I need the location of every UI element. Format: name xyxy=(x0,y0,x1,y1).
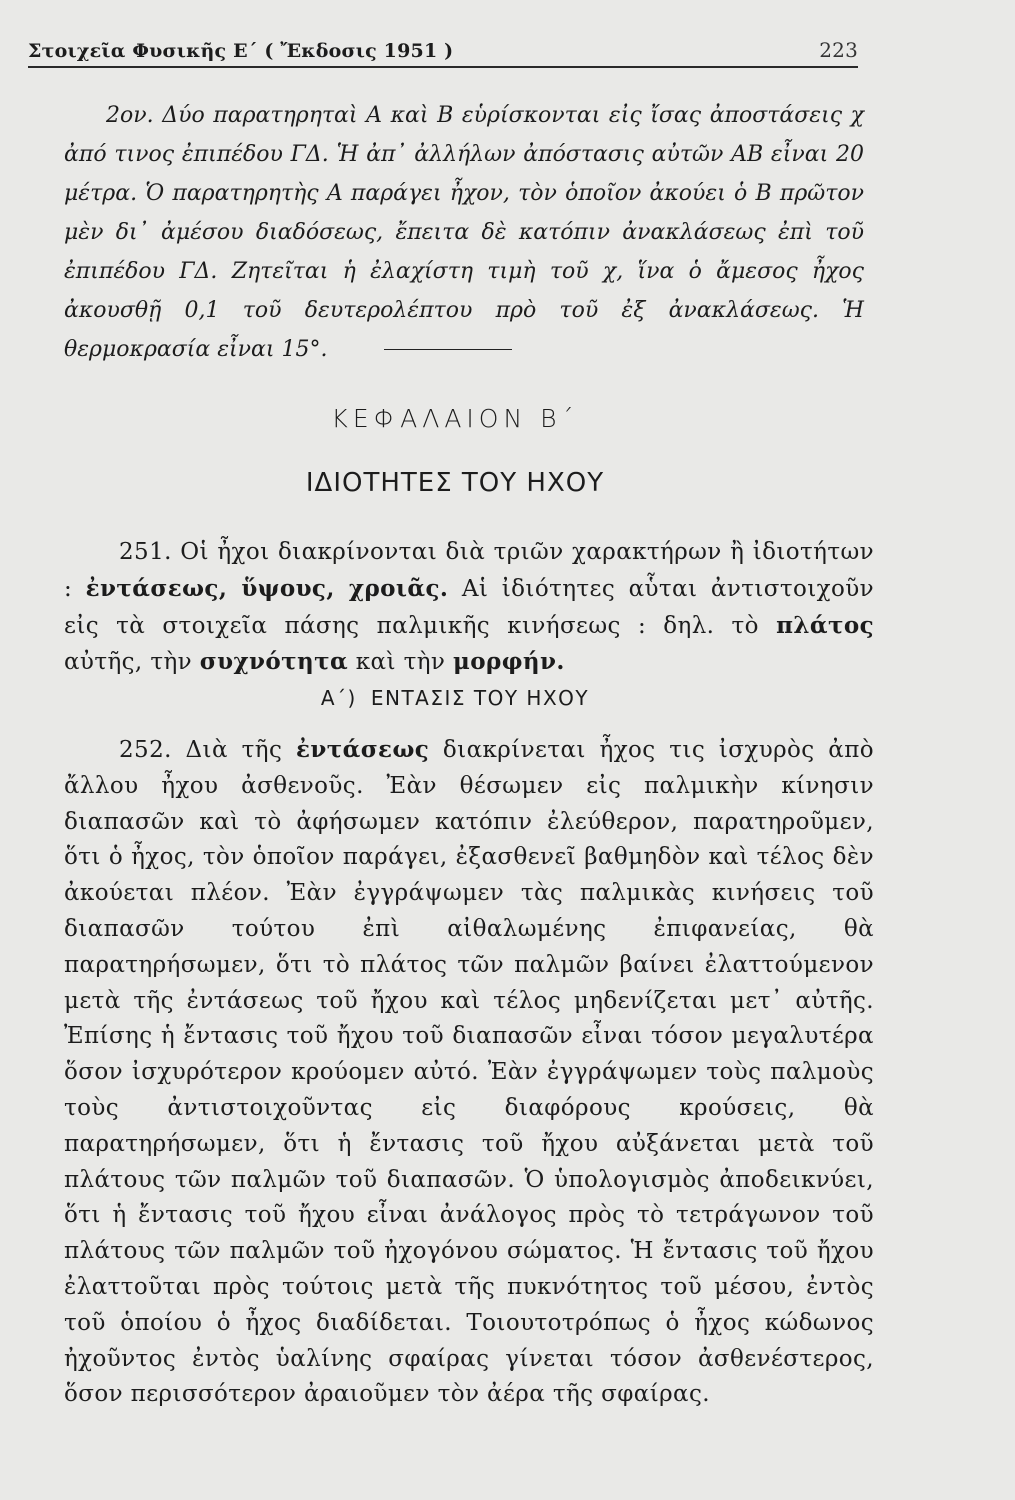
section-heading xyxy=(0,686,910,710)
p251-text-2: Αἱ ἰδιότητες αὗται ἀντιστοιχοῦν εἰς τὰ στοιχεῖα πάσης παλμικῆς κινήσεως : δηλ. τὸ xyxy=(64,575,874,639)
p252-bold-1: ἐντάσεως xyxy=(295,736,430,763)
p252-text-1: 252. Διὰ τῆς xyxy=(119,737,283,763)
paragraph-252 xyxy=(64,732,874,1413)
p251-text-4: καὶ τὴν xyxy=(355,649,446,676)
p251-bold-3: συχνότητα xyxy=(199,648,349,676)
paragraph-251 xyxy=(64,535,874,681)
section-label: Α΄) xyxy=(320,686,357,710)
chapter-title: ΚΕΦΑΛΑΙΟΝ Β΄ xyxy=(331,404,579,433)
running-title: Στοιχεῖα Φυσικῆς Ε΄ ( Ἔκδοσις 1951 ) xyxy=(28,40,454,62)
p252-text-2: διακρίνεται ἦχος τις ἰσχυρὸς ἀπὸ ἄλλου ἦχου ἀσθενοῦς. Ἐὰν θέσωμεν εἰς παλμικὴν κίνησιν διαπασῶν καὶ τὸ ἀφήσωμεν κατόπιν ἐλεύθερον, παρατηροῦμεν, ὅτι ὁ ἦχος, τὸν ὁποῖον παράγει, ἐξασθενεῖ βαθμηδὸν καὶ τέλος δὲν ἀκούεται πλέον. Ἐὰν ἐγγράψωμεν τὰς παλμικὰς κινήσεις τοῦ διαπασῶν τούτου ἐπὶ αἰθαλωμένης ἐπιφανείας, θὰ παρατηρήσωμεν, ὅτι τὸ πλάτος τῶν παλμῶν βαίνει ἐλαττούμενον μετὰ τῆς ἐντάσεως τοῦ ἤχου καὶ τέλος μηδενίζεται μετ᾽ αὐτῆς. Ἐπίσης ἡ ἔντασις τοῦ ἤχου τοῦ διαπασῶν εἶναι τόσον μεγαλυτέρα ὅσον ἰσχυρότερον κρούομεν αὐτό. Ἐὰν ἐγγράψωμεν τοὺς παλμοὺς τοὺς ἀντιστοιχοῦντας εἰς διαφόρους κρούσεις, θὰ παρατηρήσωμεν, ὅτι ἡ ἔντασις τοῦ ἤχου αὐξάνεται μετὰ τοῦ πλάτους τῶν παλμῶν τοῦ διαπασῶν. Ὁ ὑπολογισμὸς ἀποδεικνύει, ὅτι ἡ ἔντασις τοῦ ἤχου εἶναι ἀνάλογος πρὸς τὸ τετράγωνον τοῦ πλάτους τῶν παλμῶν τοῦ ἠχογόνου σώματος. Ἡ ἔντασις τοῦ ἤχου ἐλαττοῦται πρὸς τούτοις μετὰ τῆς πυκνότητος τοῦ μέσου, ἐντὸς τοῦ ὁποίου ὁ ἦχος διαδίδεται. Τοιουτοτρόπως ὁ ἦχος κώδωνος ἠχοῦντος ἐντὸς ὑαλίνης σφαίρας γίνεται τόσον ἀσθενέστερος, ὅσον περισσότερον ἀραιοῦμεν τὸν ἀέρα τῆς σφαίρας. xyxy=(64,737,874,1408)
p251-bold-1: ἐντάσεως, ὕψους, χροιᾶς. xyxy=(85,574,449,602)
p251-text-1: 251. Οἱ ἦχοι διακρίνονται διὰ τριῶν χαρακτήρων ἢ ἰδιοτήτων : xyxy=(64,539,874,602)
section-title: ΕΝΤΑΣΙΣ ΤΟΥ ΗΧΟΥ xyxy=(370,686,590,710)
separator-rule xyxy=(384,349,512,350)
page-number: 223 xyxy=(819,38,858,62)
chapter-subtitle: ΙΔΙΟΤΗΤΕΣ ΤΟΥ ΗΧΟΥ xyxy=(305,468,605,498)
p251-bold-2: πλάτος xyxy=(776,611,874,639)
exercise-problem: 2ον. Δύο παρατηρηταὶ Α καὶ Β εὑρίσκονται εἰς ἴσας ἀποστάσεις χ ἀπό τινος ἐπιπέδου ΓΔ. Ἡ ἀπ᾽ ἀλλήλων ἀπόστασις αὐτῶν ΑΒ εἶναι 20 μέτρα. Ὁ παρατηρητὴς Α παράγει ἦχον, τὸν ὁποῖον ἀκούει ὁ Β πρῶτον μὲν δι᾽ ἀμέσου διαδόσεως, ἔπειτα δὲ κατόπιν ἀνακλάσεως ἐπὶ τοῦ ἐπιπέδου ΓΔ. Ζητεῖται ἡ ἐλαχίστη τιμὴ τοῦ χ, ἵνα ὁ ἄμεσος ἦχος ἀκουσθῇ 0,1 τοῦ δευτερολέπτου πρὸ τοῦ ἐξ ἀνακλάσεως. Ἡ θερμοκρασία εἶναι 15°. xyxy=(64,103,864,362)
running-header xyxy=(28,38,858,62)
header-rule xyxy=(28,66,858,68)
p251-text-3: αὐτῆς, τὴν xyxy=(64,649,193,676)
p251-bold-4: μορφήν. xyxy=(453,648,565,676)
